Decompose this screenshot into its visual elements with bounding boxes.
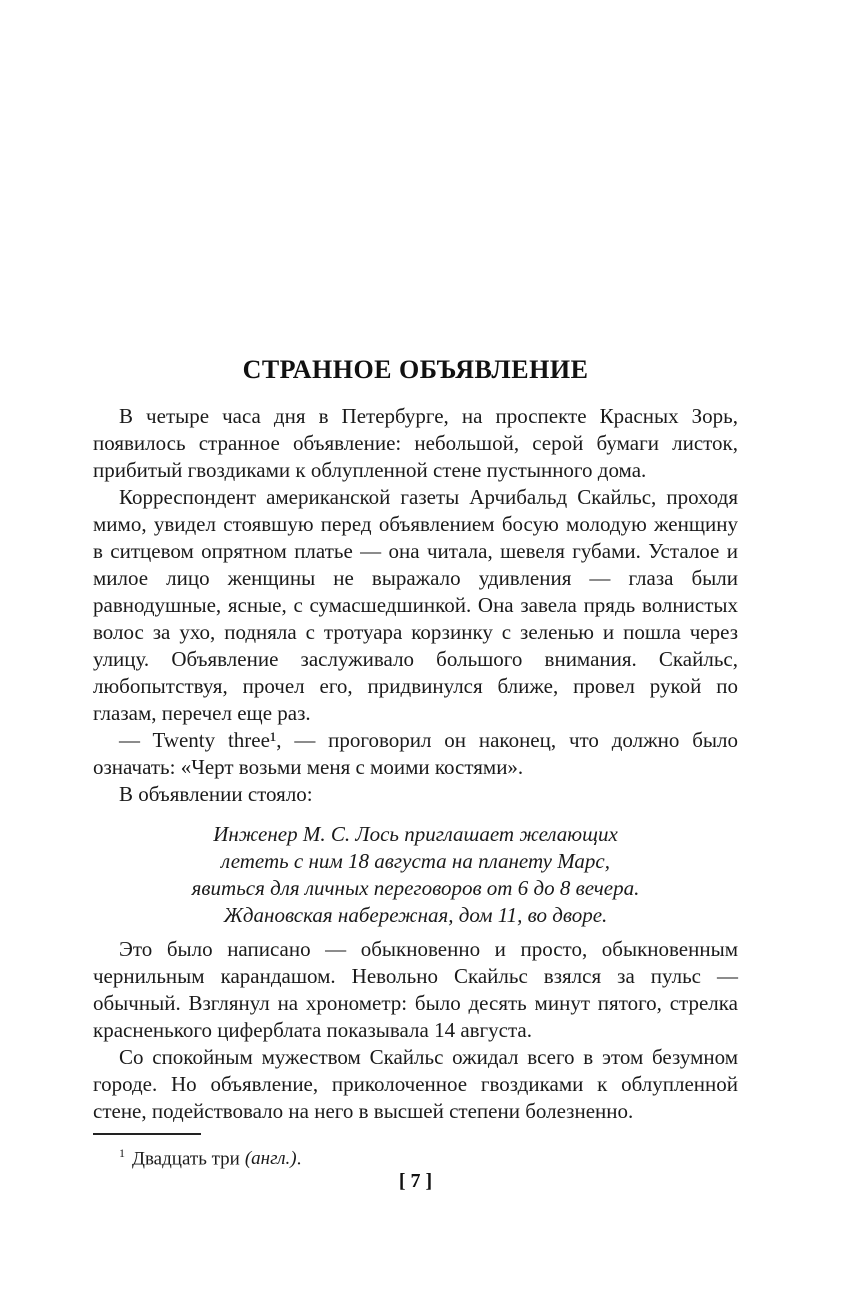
- announcement-line-3: явиться для личных переговоров от 6 до 8 вечера.: [191, 876, 640, 900]
- body-paragraph-1: В четыре часа дня в Петербурге, на проспекте Красных Зорь, появилось странное объявление: небольшой, серой бумаги листок, прибитый гвоздиками к облупленной стене пустынного дома.: [93, 404, 738, 482]
- chapter-title: СТРАННОЕ ОБЪЯВЛЕНИЕ: [242, 355, 589, 384]
- footnote-tail: .: [296, 1148, 302, 1170]
- announcement-line-1: Инженер М. С. Лось приглашает желающих: [213, 822, 618, 846]
- body-paragraph-4: В объявлении стояло:: [119, 782, 313, 806]
- body-paragraph-2: Корреспондент американской газеты Арчибальд Скайльс, проходя мимо, увидел стоявшую перед объявлением босую молодую женщину в ситцевом опрятном платье — она читала, шевеля губами. Усталое и милое лицо женщины не выражало удивления — глаза были равнодушные, ясные, с сумасшедшинкой. Она завела прядь волнистых волос за ухо, подняла с тротуара корзинку с зеленью и пошла через улицу. Объявление заслуживало большого внимания. Скайльс, любопытствуя, прочел его, придвинулся ближе, провел рукой по глазам, перечел еще раз.: [93, 485, 738, 725]
- page-number: [ 7 ]: [398, 1170, 433, 1192]
- body-paragraph-6: Со спокойным мужеством Скайльс ожидал всего в этом безумном городе. Но объявление, приколоченное гвоздиками к облупленной стене, подействовало на него в высшей степени болезненно.: [93, 1045, 738, 1123]
- footnote-language-note: (англ.): [244, 1148, 297, 1170]
- announcement-block: [93, 821, 738, 929]
- footnote: [93, 1141, 738, 1171]
- announcement-line-2: лететь с ним 18 августа на планету Марс,: [221, 849, 610, 873]
- announcement-line-4: Ждановская набережная, дом 11, во дворе.: [223, 903, 608, 927]
- body-paragraph-3: — Twenty three¹, — проговорил он наконец, что должно было означать: «Черт возьми меня с моими костями».: [93, 728, 738, 779]
- footnote-text: Двадцать три: [132, 1148, 240, 1170]
- body-paragraph-5: Это было написано — обыкновенно и просто, обыкновенным чернильным карандашом. Невольно Скайльс взялся за пульс — обычный. Взглянул на хронометр: было десять минут пятого, стрелка красненького циферблата показывала 14 августа.: [93, 937, 738, 1042]
- footnote-divider: [93, 1133, 201, 1135]
- footnote-marker: 1: [119, 1146, 125, 1160]
- text-block: [93, 356, 738, 1171]
